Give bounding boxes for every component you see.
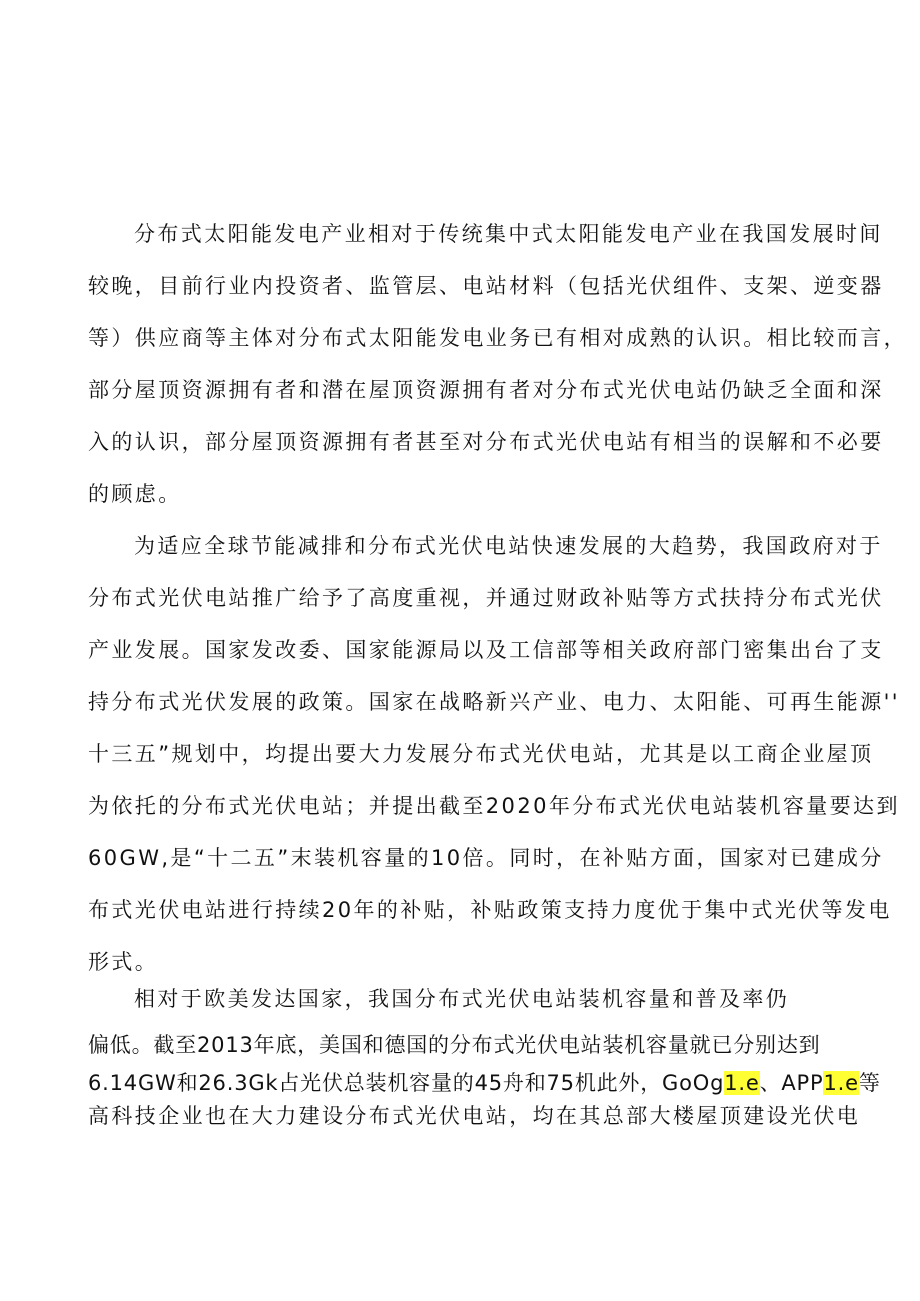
paragraph-1-line-2: 较晚，目前行业内投资者、监管层、电站材料（包括光伏组件、支架、逆变器 (88, 274, 884, 298)
paragraph-3-line-2: 偏低。截至2013年底，美国和德国的分布式光伏电站装机容量就已分别达到 (88, 1033, 821, 1057)
paragraph-2-line-3: 产业发展。国家发改委、国家能源局以及工信部等相关政府部门密集出台了支 (88, 638, 884, 662)
paragraph-2-line-8: 布式光伏电站进行持续20年的补贴，补贴政策支持力度优于集中式光伏等发电 (88, 898, 892, 922)
paragraph-1-line-6: 的顾虑。 (88, 482, 182, 506)
paragraph-3-line-3-text-a: 6.14GW和26.3Gk占光伏总装机容量的45舟和75机此外，GoOg (88, 1071, 725, 1095)
paragraph-2-line-9: 形式。 (88, 950, 159, 974)
paragraph-1-line-3: 等）供应商等主体对分布式太阳能发电业务已有相对成熟的认识。相比较而言， (88, 326, 907, 350)
paragraph-1-line-4: 部分屋顶资源拥有者和潜在屋顶资源拥有者对分布式光伏电站仍缺乏全面和深 (88, 378, 884, 402)
paragraph-3-line-4: 高科技企业也在大力建设分布式光伏电站，均在其总部大楼屋顶建设光伏电 (88, 1104, 861, 1128)
paragraph-2-line-6: 为依托的分布式光伏电站；并提出截至2020年分布式光伏电站装机容量要达到 (88, 794, 900, 818)
paragraph-1-line-5: 入的认识，部分屋顶资源拥有者甚至对分布式光伏电站有相当的误解和不必要 (88, 430, 884, 454)
highlighted-text-1: 1.e (724, 1071, 760, 1095)
paragraph-3-line-3-text-c: 等 (858, 1071, 881, 1095)
paragraph-3-line-3-text-b: 、APP (759, 1071, 824, 1095)
paragraph-3-line-3 (88, 1068, 881, 1098)
highlighted-text-2: 1.e (823, 1071, 859, 1095)
paragraph-2-line-1: 为适应全球节能减排和分布式光伏电站快速发展的大趋势，我国政府对于 (134, 534, 883, 558)
paragraph-3-line-1: 相对于欧美发达国家，我国分布式光伏电站装机容量和普及率仍 (134, 987, 790, 1011)
paragraph-2-line-7: 60GW,是“十二五”末装机容量的10倍。同时，在补贴方面，国家对已建成分 (88, 846, 884, 870)
paragraph-2-line-5: 十三五”规划中，均提出要大力发展分布式光伏电站，尤其是以工商企业屋顶 (88, 742, 874, 766)
paragraph-1-line-1: 分布式太阳能发电产业相对于传统集中式太阳能发电产业在我国发展时间 (134, 222, 883, 246)
paragraph-2-line-4: 持分布式光伏发展的政策。国家在战略新兴产业、电力、太阳能、可再生能源'' (88, 690, 900, 714)
paragraph-2-line-2: 分布式光伏电站推广给予了高度重视，并通过财政补贴等方式扶持分布式光伏 (88, 586, 884, 610)
